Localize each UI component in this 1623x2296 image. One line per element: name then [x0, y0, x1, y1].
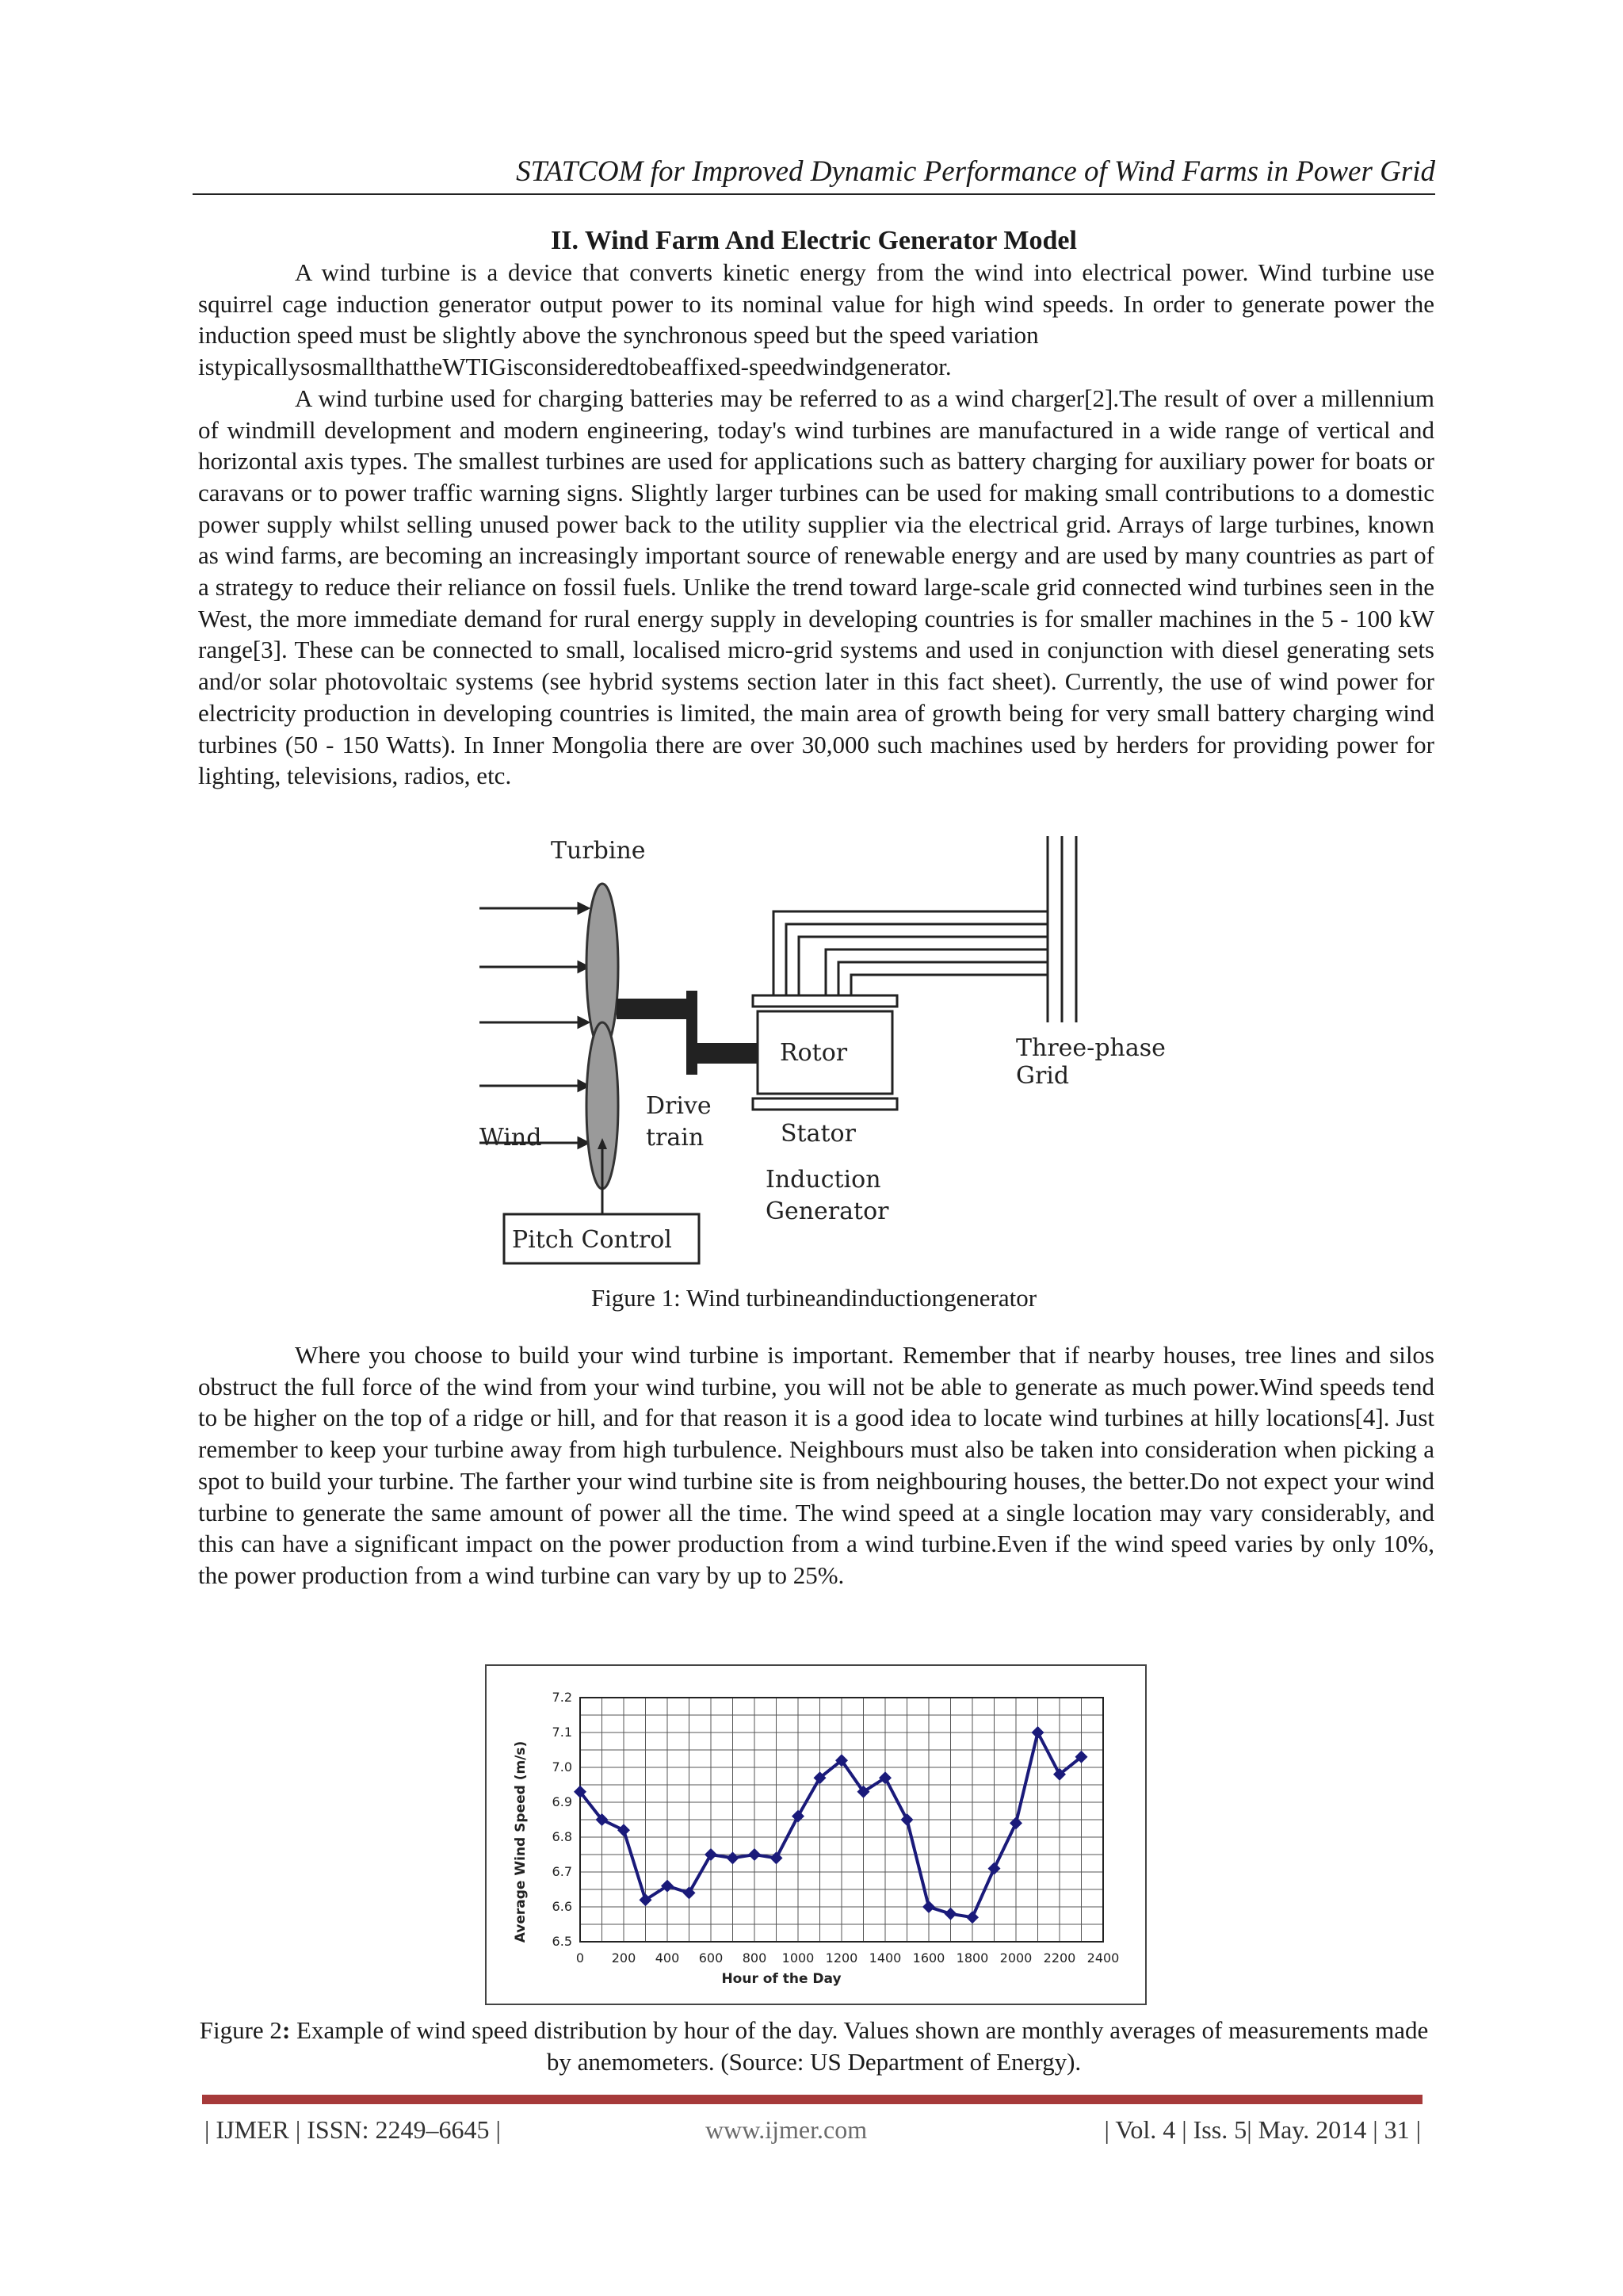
figure-2-caption-text: Example of wind speed distribution by hour of the day. Values shown are monthly averages of measurements made by anemometers. (Source: US Department of Energy). — [290, 2016, 1429, 2076]
body-text-top — [198, 257, 1434, 792]
x-tick-label: 1600 — [912, 1950, 945, 1966]
data-point — [945, 1908, 957, 1920]
paragraph-1-tail: istypicallysosmallthattheWTIGisconsideredtobeaffixed-speedwindgenerator. — [198, 353, 952, 381]
x-tick-label: 2200 — [1043, 1950, 1076, 1966]
running-title: STATCOM for Improved Dynamic Performance of Wind Farms in Power Grid — [516, 155, 1435, 188]
y-tick-label: 7.0 — [552, 1759, 572, 1775]
x-tick-label: 0 — [575, 1950, 585, 1966]
hub-shaft — [617, 999, 694, 1019]
figure-2-caption — [193, 2015, 1435, 2078]
header-rule — [193, 193, 1435, 195]
x-tick-label: 200 — [611, 1950, 636, 1966]
drive-train-shaft — [697, 1043, 758, 1064]
stator-bar-top — [753, 995, 897, 1007]
drive-train-coupling — [686, 991, 697, 1075]
data-point — [617, 1824, 630, 1836]
section-title: II. Wind Farm And Electric Generator Model — [551, 226, 1077, 255]
label-wind: Wind — [479, 1124, 542, 1152]
data-point — [1010, 1817, 1022, 1829]
footer-rule — [202, 2095, 1423, 2104]
footer-journal-info: | IJMER | ISSN: 2249–6645 | — [204, 2115, 501, 2144]
x-tick-label: 400 — [655, 1950, 680, 1966]
footer-website-link[interactable]: www.ijmer.com — [705, 2115, 868, 2144]
figure-1-diagram — [475, 832, 1173, 1276]
data-point — [988, 1862, 1001, 1875]
y-tick-label: 6.5 — [552, 1934, 572, 1949]
chart-x-label: Hour of the Day — [721, 1971, 842, 1987]
label-train: train — [646, 1124, 705, 1152]
data-point — [705, 1848, 717, 1861]
figure-2-frame — [485, 1664, 1147, 2005]
paragraph-1: A wind turbine is a device that converts kinetic energy from the wind into electrical power. Wind turbine use squirrel cage induction generator output power to its nominal value for high wind speeds. In order to generate power the induction speed must be slightly above the synchronous speed but the speed variation — [198, 258, 1434, 350]
x-tick-label: 2000 — [999, 1950, 1033, 1966]
data-point — [1032, 1726, 1044, 1739]
y-tick-label: 7.1 — [552, 1725, 572, 1740]
y-tick-label: 6.8 — [552, 1829, 572, 1844]
y-tick-label: 6.6 — [552, 1899, 572, 1914]
footer-issue-page: | Vol. 4 | Iss. 5| May. 2014 | 31 | — [1104, 2115, 1421, 2144]
figure-1-caption: Figure 1: Wind turbineandinductiongenerator — [590, 1284, 1037, 1312]
x-tick-label: 1200 — [825, 1950, 858, 1966]
paragraph-2: A wind turbine used for charging batteries may be referred to as a wind charger[2].The result of over a millennium of windmill development and modern engineering, today's wind turbines are manufactured in a wide range of vertical and horizontal axis types. The smallest turbines are used for applications such as battery charging for auxiliary power for boats or caravans or to power traffic warning signs. Slightly larger turbines can be used for making small contributions to a domestic power supply whilst selling unused power back to the utility supplier via the electrical grid. Arrays of large turbines, known as wind farms, are becoming an increasingly important source of renewable energy and are used by many countries as part of a strategy to reduce their reliance on fossil fuels. Unlike the trend toward large-scale grid connected wind turbines seen in the West, the more immediate demand for rural energy supply in developing countries is for smaller machines in the 5 - 100 kW range[3]. These can be connected to small, localised micro-grid systems and used in conjunction with diesel generating sets and/or solar photovoltaic systems (see hybrid systems section later in this fact sheet). Currently, the use of wind power for electricity production in developing countries is limited, the main area of growth being for very small battery charging wind turbines (50 - 150 Watts). In Inner Mongolia there are over 30,000 such machines used by herders for providing power for lighting, televisions, radios, etc. — [198, 384, 1434, 790]
label-generator: Generator — [766, 1198, 889, 1225]
paragraph-3: Where you choose to build your wind turbine is important. Remember that if nearby houses, tree lines and silos obstruct the full force of the wind from your wind turbine, you will not be able to generate as much power.Wind speeds tend to be higher on the top of a ridge or hill, and for that reason it is a good idea to locate wind turbines at hilly locations[4]. Just remember to keep your turbine away from high turbulence. Neighbours must also be taken into consideration when picking a spot to build your turbine. The farther your wind turbine site is from neighbouring houses, the better.Do not expect your wind turbine to generate the same amount of power all the time. The wind speed at a single location may vary considerably, and this can have a significant impact on the power production from a wind turbine.Even if the wind speed varies by only 10%, the power production from a wind turbine can vary by up to 25%. — [198, 1341, 1434, 1589]
label-drive: Drive — [646, 1092, 712, 1120]
chart-grid — [580, 1698, 1103, 1942]
label-three-phase: Three-phase — [1016, 1034, 1166, 1062]
label-stator: Stator — [781, 1120, 856, 1148]
y-tick-label: 6.9 — [552, 1794, 572, 1809]
data-point — [901, 1813, 914, 1826]
wind-arrows — [479, 904, 588, 1148]
data-point — [966, 1911, 979, 1924]
data-point — [922, 1901, 935, 1913]
x-tick-label: 1800 — [956, 1950, 989, 1966]
figure-2-caption-colon: : — [281, 2016, 291, 2044]
figure-2-chart — [487, 1666, 1145, 2004]
x-tick-label: 1000 — [781, 1950, 815, 1966]
x-tick-label: 1400 — [869, 1950, 902, 1966]
label-turbine: Turbine — [551, 837, 646, 865]
figure-2-caption-label: Figure 2 — [199, 2016, 282, 2044]
data-point — [792, 1810, 804, 1823]
label-pitch-control: Pitch Control — [512, 1226, 672, 1254]
label-induction: Induction — [766, 1166, 881, 1194]
y-tick-label: 6.7 — [552, 1864, 572, 1879]
label-grid: Grid — [1016, 1062, 1070, 1090]
stator-bar-bottom — [753, 1098, 897, 1110]
x-tick-label: 600 — [698, 1950, 724, 1966]
chart-y-label: Average Wind Speed (m/s) — [513, 1740, 529, 1943]
body-text-bottom — [198, 1339, 1434, 1591]
data-point — [748, 1848, 761, 1861]
y-tick-label: 7.2 — [552, 1690, 572, 1705]
x-tick-label: 800 — [742, 1950, 767, 1966]
data-point — [727, 1851, 739, 1864]
x-tick-label: 2400 — [1086, 1950, 1120, 1966]
label-rotor: Rotor — [780, 1039, 848, 1067]
data-point — [770, 1851, 783, 1864]
chart-series — [574, 1726, 1088, 1924]
data-point — [683, 1886, 696, 1899]
